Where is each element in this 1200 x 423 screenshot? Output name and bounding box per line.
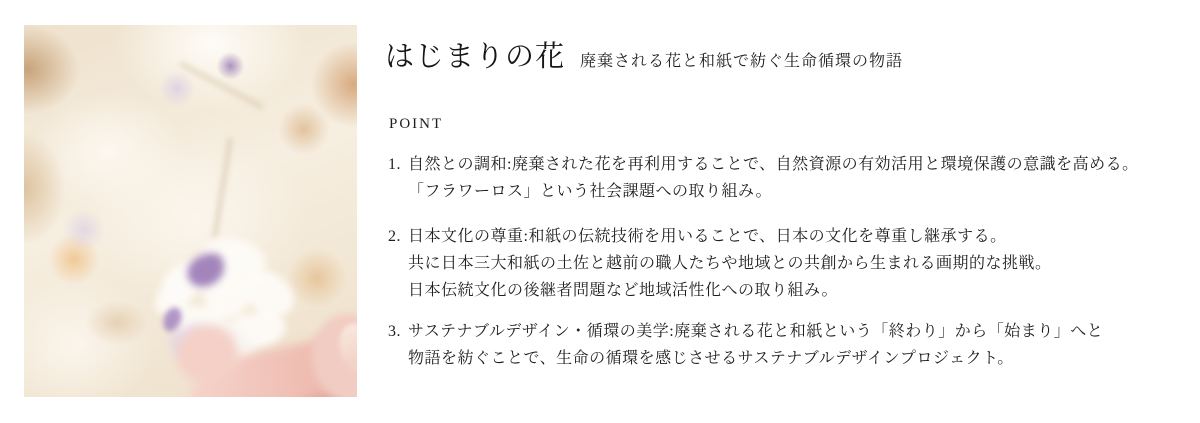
point-line — [388, 318, 1178, 345]
page-subtitle: 廃棄される花と和紙で紡ぐ生命循環の物語 — [580, 53, 904, 70]
section-heading-point: POINT — [389, 116, 444, 132]
title-row — [385, 38, 903, 76]
point-line — [388, 151, 1178, 178]
point-line: 「フラワーロス」という社会課題への取り組み。 — [408, 183, 772, 200]
point-item-1 — [388, 151, 1178, 205]
point-text: サステナブルデザイン・循環の美学:廃棄される花と和紙という「終わり」から「始まり」へと — [408, 323, 1104, 340]
page-title: はじまりの花 — [385, 41, 566, 73]
point-line: 物語を紡ぐことで、生命の循環を感じさせるサステナブルデザインプロジェクト。 — [408, 350, 1014, 367]
point-item-2 — [388, 223, 1178, 304]
photo-branch — [178, 61, 264, 110]
point-item-3 — [388, 318, 1178, 372]
point-text: 日本文化の尊重:和紙の伝統技術を用いることで、日本の文化を尊重し継承する。 — [408, 228, 1007, 245]
point-line: 共に日本三大和紙の土佐と越前の職人たちや地域との共創から生まれる画期的な挑戦。 — [408, 255, 1052, 272]
point-number: 3. — [388, 323, 401, 340]
point-number: 2. — [388, 228, 401, 245]
point-number: 1. — [388, 156, 401, 173]
point-line — [388, 223, 1178, 250]
points-list — [388, 151, 1178, 372]
hero-photo — [24, 25, 357, 397]
point-text: 自然との調和:廃棄された花を再利用することで、自然資源の有効活用と環境保護の意識を高める。 — [408, 156, 1139, 173]
point-line: 日本伝統文化の後継者問題など地域活性化への取り組み。 — [408, 282, 838, 299]
